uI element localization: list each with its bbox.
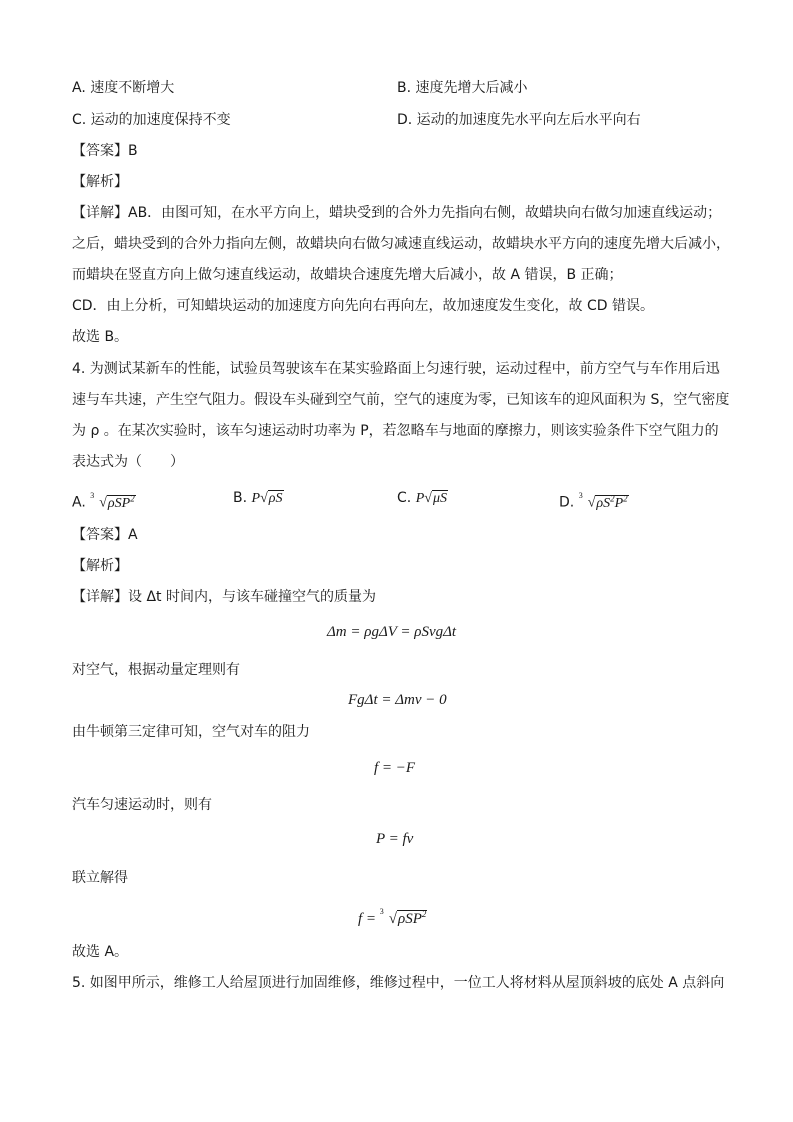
q4-equation-1: Δm = ρgΔV = ρSvgΔt [327, 624, 457, 640]
q4-option-c [397, 488, 448, 509]
q4-conclusion: 故选 A。 [72, 944, 129, 960]
q3-option-a: A. 速度不断增大 [72, 80, 175, 96]
q4-option-d [559, 488, 629, 514]
q4-text-solve: 联立解得 [72, 870, 128, 886]
q4-text-momentum: 对空气，根据动量定理则有 [72, 662, 240, 678]
q4-option-a [72, 488, 136, 514]
q4-detail-intro: 【详解】设 Δt 时间内，与该车碰撞空气的质量为 [72, 589, 376, 605]
q4-option-a-label: A. [72, 494, 86, 511]
q4-text-uniform: 汽车匀速运动时，则有 [72, 797, 212, 813]
q3-option-c: C. 运动的加速度保持不变 [72, 112, 231, 128]
q4-equation-3: f = −F [374, 760, 416, 776]
q3-detail-line-4: CD．由上分析，可知蜡块运动的加速度方向先向右再向左，故加速度发生变化，故 CD 错误。 [72, 298, 655, 314]
q4-final-equation: f = 3 √ρSP$^2$ [358, 907, 427, 927]
q5-stem-line-1: 5. 如图甲所示，维修工人给屋顶进行加固维修，维修过程中，一位工人将材料从屋顶斜坡的底处 A 点斜向 [72, 975, 725, 991]
q4-text-newton: 由牛顿第三定律可知，空气对车的阻力 [72, 724, 310, 740]
q3-option-d: D. 运动的加速度先水平向左后水平向右 [397, 112, 641, 128]
q3-detail-line-3: 而蜡块在竖直方向上做匀速直线运动，故蜡块合速度先增大后减小，故 A 错误，B 正确； [72, 267, 623, 283]
q3-analysis-heading: 【解析】 [72, 174, 128, 190]
q4-option-b-formula: P√ρS [251, 491, 283, 506]
q4-option-b-label: B. [233, 490, 248, 506]
q4-stem-line-3: 为 ρ 。在某次实验时，该车匀速运动时功率为 P，若忽略车与地面的摩擦力，则该实验条件下空气阻力的 [72, 423, 719, 439]
q4-equation-2: FgΔt = Δmv − 0 [348, 692, 447, 708]
q3-answer: 【答案】B [72, 143, 138, 159]
q3-detail-line-2: 之后，蜡块受到的合外力指向左侧，故蜡块向右做匀减速直线运动，故蜡块水平方向的速度先增大后减小， [72, 236, 730, 252]
q4-stem-line-2: 速与车共速，产生空气阻力。假设车头碰到空气前，空气的速度为零，已知该车的迎风面积为 S，空气密度 [72, 392, 730, 408]
q4-option-c-formula: P√μS [415, 491, 447, 506]
q4-option-b [233, 488, 284, 509]
q4-option-c-label: C. [397, 490, 412, 506]
q3-detail-line-1: 【详解】AB．由图可知，在水平方向上，蜡块受到的合外力先指向右侧，故蜡块向右做匀加速直线运动； [72, 205, 722, 221]
q4-answer: 【答案】A [72, 527, 138, 543]
q4-analysis-heading: 【解析】 [72, 558, 128, 574]
q4-option-d-formula: 3 $√\rho S^2P^2$ [578, 491, 628, 511]
q4-option-a-formula: 3 √ρSP$^2$ [90, 491, 135, 511]
q4-option-d-label: D. [559, 494, 575, 511]
q4-stem-line-1: 4. 为测试某新车的性能，试验员驾驶该车在某实验路面上匀速行驶，运动过程中，前方空气与车作用后迅 [72, 361, 720, 377]
q4-stem-line-4: 表达式为（ ） [72, 454, 184, 470]
q3-conclusion: 故选 B。 [72, 329, 129, 345]
q4-equation-4: P = fv [376, 831, 414, 847]
q3-option-b: B. 速度先增大后减小 [397, 80, 528, 96]
